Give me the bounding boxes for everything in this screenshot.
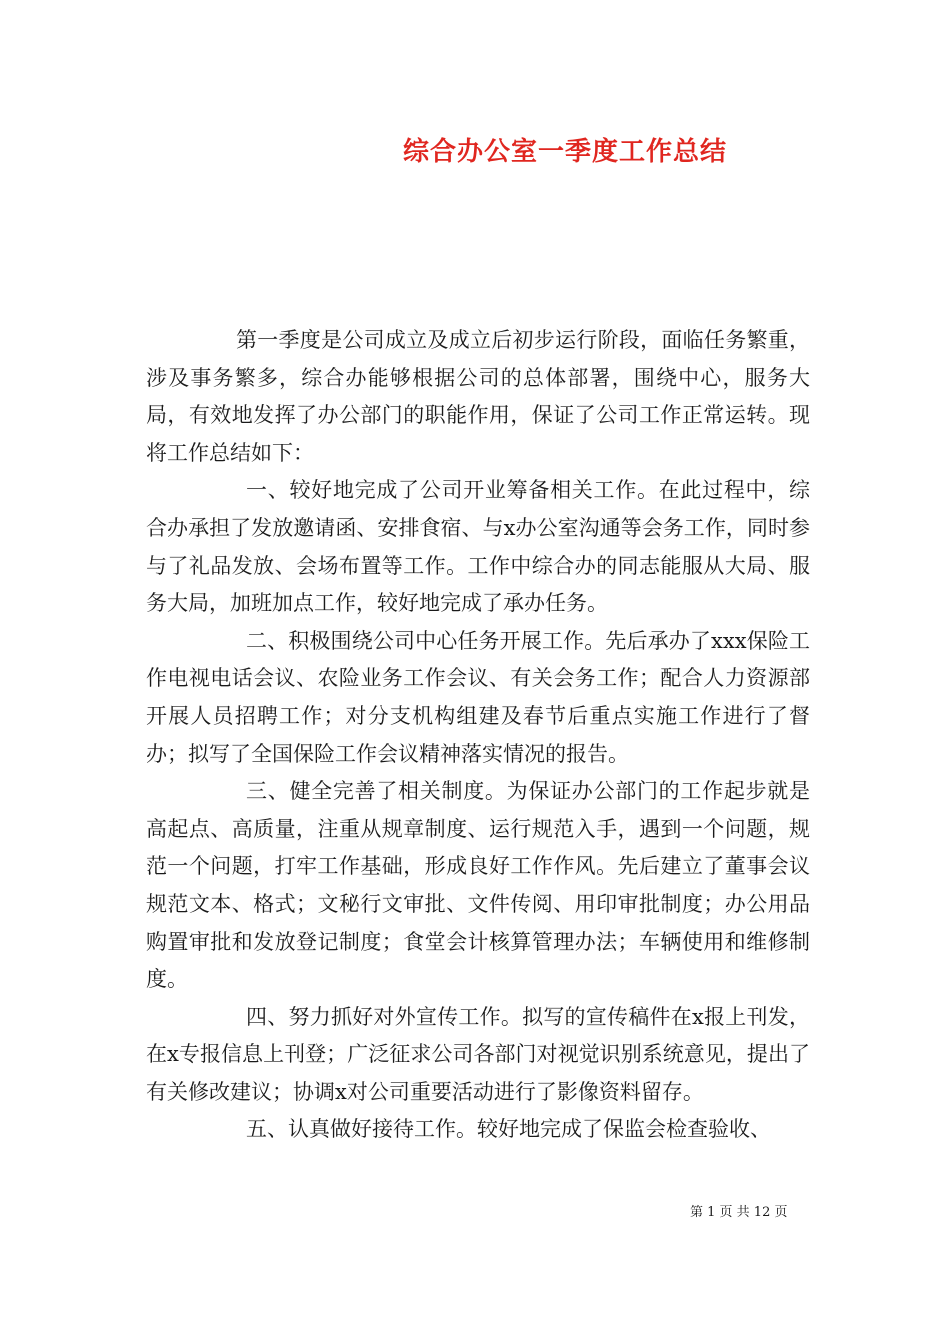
paragraph-section-3: 三、健全完善了相关制度。为保证办公部门的工作起步就是高起点、高质量，注重从规章制度、运行规范入手，遇到一个问题，规范一个问题，打牢工作基础，形成良好工作作风。先后建立了董事会议规范文本、格式；文秘行文审批、文件传阅、用印审批制度；办公用品购置审批和发放登记制度；食堂会计核算管理办法；车辆使用和维修制度。 <box>146 779 810 992</box>
paragraph-section-1: 一、较好地完成了公司开业筹备相关工作。在此过程中，综合办承担了发放邀请函、安排食宿、与x办公室沟通等会务工作，同时参与了礼品发放、会场布置等工作。工作中综合办的同志能服从大局、服务大局，加班加点工作，较好地完成了承办任务。 <box>146 478 810 616</box>
paragraph-section-5: 五、认真做好接待工作。较好地完成了保监会检查验收、 <box>246 1117 771 1142</box>
paragraph-section-2: 二、积极围绕公司中心任务开展工作。先后承办了xxx保险工作电视电话会议、农险业务工作会议、有关会务工作；配合人力资源部开展人员招聘工作；对分支机构组建及春节后重点实施工作进行了督办；拟写了全国保险工作会议精神落实情况的报告。 <box>146 628 810 766</box>
page-number-footer: 第 1 页 共 12 页 <box>690 1205 788 1220</box>
paragraph-intro: 第一季度是公司成立及成立后初步运行阶段，面临任务繁重，涉及事务繁多，综合办能够根据公司的总体部署，围绕中心，服务大局，有效地发挥了办公部门的职能作用，保证了公司工作正常运转。现将工作总结如下： <box>146 328 810 465</box>
document-title: 综合办公室一季度工作总结 <box>402 137 727 167</box>
paragraph-section-4: 四、努力抓好对外宣传工作。拟写的宣传稿件在x报上刊发，在x专报信息上刊登；广泛征求公司各部门对视觉识别系统意见，提出了有关修改建议；协调x对公司重要活动进行了影像资料留存。 <box>146 1004 810 1104</box>
document-body <box>146 322 810 1149</box>
